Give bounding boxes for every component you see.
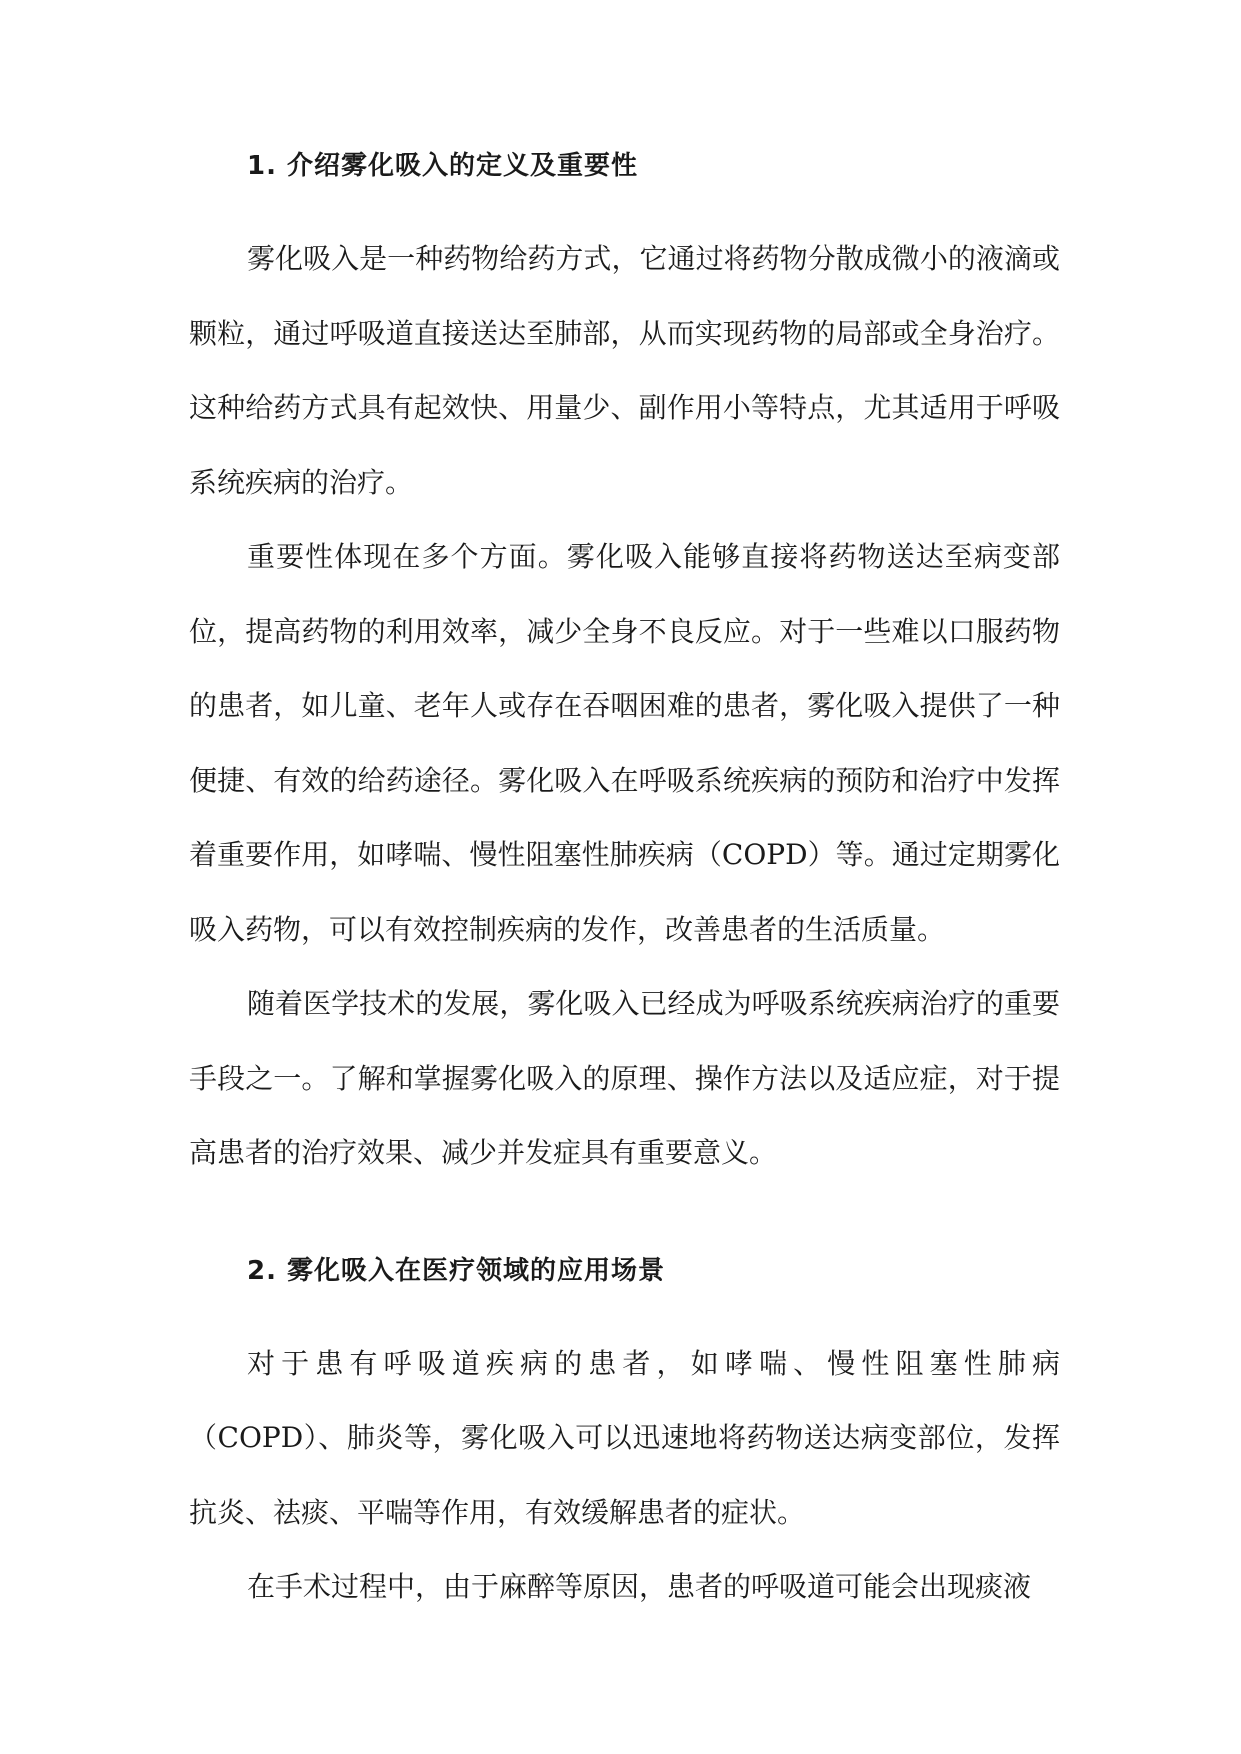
section-2-paragraph-1: 对于患有呼吸道疾病的患者，如哮喘、慢性阻塞性肺病（COPD）、肺炎等，雾化吸入可以迅速地将药物送达病变部位，发挥抗炎、祛痰、平喘等作用，有效缓解患者的症状。 <box>189 1346 1060 1529</box>
section-2-heading: 2. 雾化吸入在医疗领域的应用场景 <box>247 1255 666 1286</box>
section-2-paragraph-2: 在手术过程中，由于麻醉等原因，患者的呼吸道可能会出现痰液 <box>247 1570 1032 1603</box>
section-1-paragraph-3: 随着医学技术的发展，雾化吸入已经成为呼吸系统疾病治疗的重要手段之一。了解和掌握雾化吸入的原理、操作方法以及适应症，对于提高患者的治疗效果、减少并发症具有重要意义。 <box>189 987 1060 1169</box>
section-2 <box>189 1251 1060 1625</box>
section-1-paragraph-1: 雾化吸入是一种药物给药方式，它通过将药物分散成微小的液滴或颗粒，通过呼吸道直接送达至肺部，从而实现药物的局部或全身治疗。这种给药方式具有起效快、用量少、副作用小等特点，尤其适用于呼吸系统疾病的治疗。 <box>189 242 1060 499</box>
section-1-paragraph-2: 重要性体现在多个方面。雾化吸入能够直接将药物送达至病变部位，提高药物的利用效率，减少全身不良反应。对于一些难以口服药物的患者，如儿童、老年人或存在吞咽困难的患者，雾化吸入提供了一种便捷、有效的给药途径。雾化吸入在呼吸系统疾病的预防和治疗中发挥着重要作用，如哮喘、慢性阻塞性肺疾病（COPD）等。通过定期雾化吸入药物，可以有效控制疾病的发作，改善患者的生活质量。 <box>189 540 1060 946</box>
document-body <box>189 146 1060 1625</box>
section-1-heading: 1. 介绍雾化吸入的定义及重要性 <box>247 151 639 181</box>
section-divider-space <box>189 1191 1060 1251</box>
section-1 <box>189 146 1060 1191</box>
